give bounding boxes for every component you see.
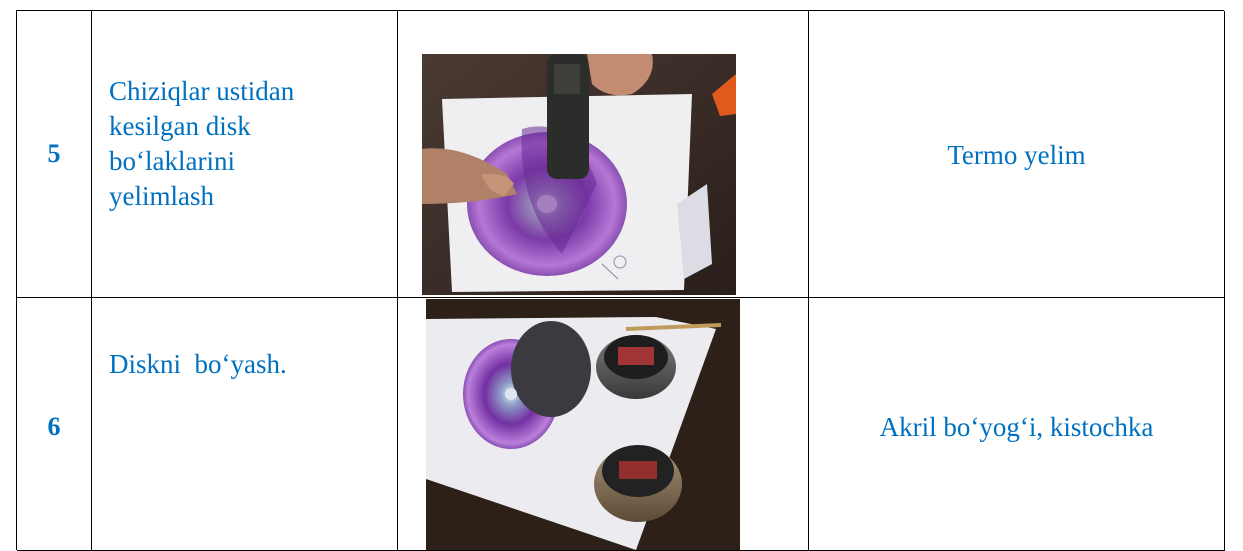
description-line: kesilgan disk (109, 111, 251, 141)
description-line: Diskni bo‘yash. (109, 349, 287, 379)
step-description (92, 11, 397, 214)
step-materials: Termo yelim (947, 140, 1086, 170)
step-description (92, 298, 397, 382)
description-line: yelimlash (109, 181, 214, 211)
step-photo-cell (398, 298, 809, 551)
step-materials: Akril bo‘yog‘i, kistochka (879, 412, 1154, 442)
table-row (17, 11, 1224, 298)
step-number: 5 (47, 139, 61, 168)
step-materials-cell (809, 11, 1225, 298)
description-line: bo‘laklarini (109, 146, 235, 176)
step-number: 6 (47, 412, 61, 441)
step-number-cell (17, 11, 92, 298)
description-line: Chiziqlar ustidan (109, 76, 295, 106)
step-description-cell (92, 11, 398, 298)
glueing-disk-photo (422, 54, 736, 295)
table-row (17, 298, 1224, 551)
step-photo-cell (398, 11, 809, 298)
step-description-cell (92, 298, 398, 551)
step-number-cell (17, 298, 92, 551)
steps-table (16, 10, 1224, 550)
painting-disk-photo (426, 299, 740, 550)
step-materials-cell (809, 298, 1225, 551)
